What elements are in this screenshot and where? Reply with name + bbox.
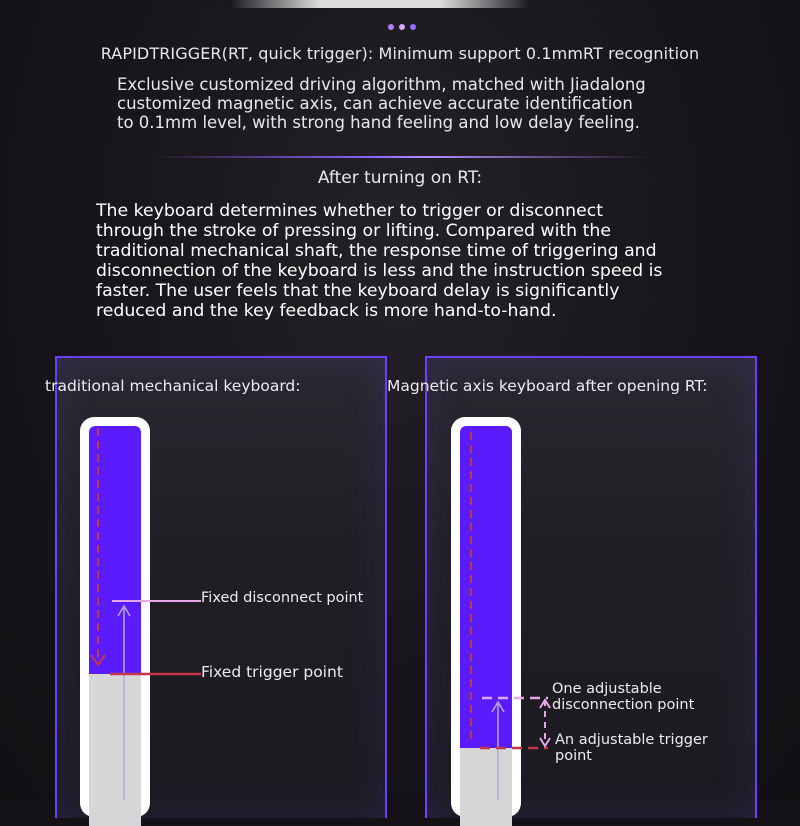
adjustable-trigger-label-line2: point (555, 748, 592, 764)
fixed-trigger-label: Fixed trigger point (201, 663, 343, 681)
algo-line: to 0.1mm level, with strong hand feeling and low delay feeling. (117, 113, 640, 132)
dot-icon (399, 24, 405, 30)
after-rt-description (96, 201, 736, 321)
traditional-panel-title: traditional mechanical keyboard: (45, 377, 301, 395)
magnetic-panel-title: Magnetic axis keyboard after opening RT: (387, 377, 708, 395)
dot-icon (410, 24, 416, 30)
description-line: traditional mechanical shaft, the response time of triggering and (96, 241, 657, 261)
description-line: reduced and the key feedback is more hand-to-hand. (96, 301, 557, 321)
press-travel-fill (460, 426, 512, 748)
description-line: faster. The user feels that the keyboard delay is significantly (96, 281, 620, 301)
algo-line: customized magnetic axis, can achieve accurate identification (117, 94, 633, 113)
shaft-track (89, 426, 141, 826)
description-line: The keyboard determines whether to trigger or disconnect (96, 201, 604, 221)
dot-icon (388, 24, 394, 30)
rt-definition: RAPIDTRIGGER(RT, quick trigger): Minimum support 0.1mmRT recognition (100, 44, 700, 63)
decorative-dots (388, 24, 416, 30)
algorithm-description (117, 75, 717, 132)
press-travel-fill (89, 426, 141, 674)
adjustable-trigger-label-line1: An adjustable trigger (555, 732, 708, 748)
adjustable-disconnect-label-line1: One adjustable (552, 681, 662, 697)
magnetic-key-shaft (451, 417, 521, 817)
description-line: disconnection of the keyboard is less and the instruction speed is (96, 261, 663, 281)
header-heading-fragment (230, 0, 530, 8)
after-rt-title: After turning on RT: (317, 168, 483, 188)
description-line: through the stroke of pressing or lifting. Compared with the (96, 221, 611, 241)
traditional-key-shaft (80, 417, 150, 817)
algo-line: Exclusive customized driving algorithm, matched with Jiadalong (117, 75, 646, 94)
fixed-disconnect-label: Fixed disconnect point (201, 590, 364, 606)
section-divider (150, 156, 650, 158)
adjustable-disconnect-label-line2: disconnection point (552, 697, 695, 713)
shaft-track (460, 426, 512, 826)
